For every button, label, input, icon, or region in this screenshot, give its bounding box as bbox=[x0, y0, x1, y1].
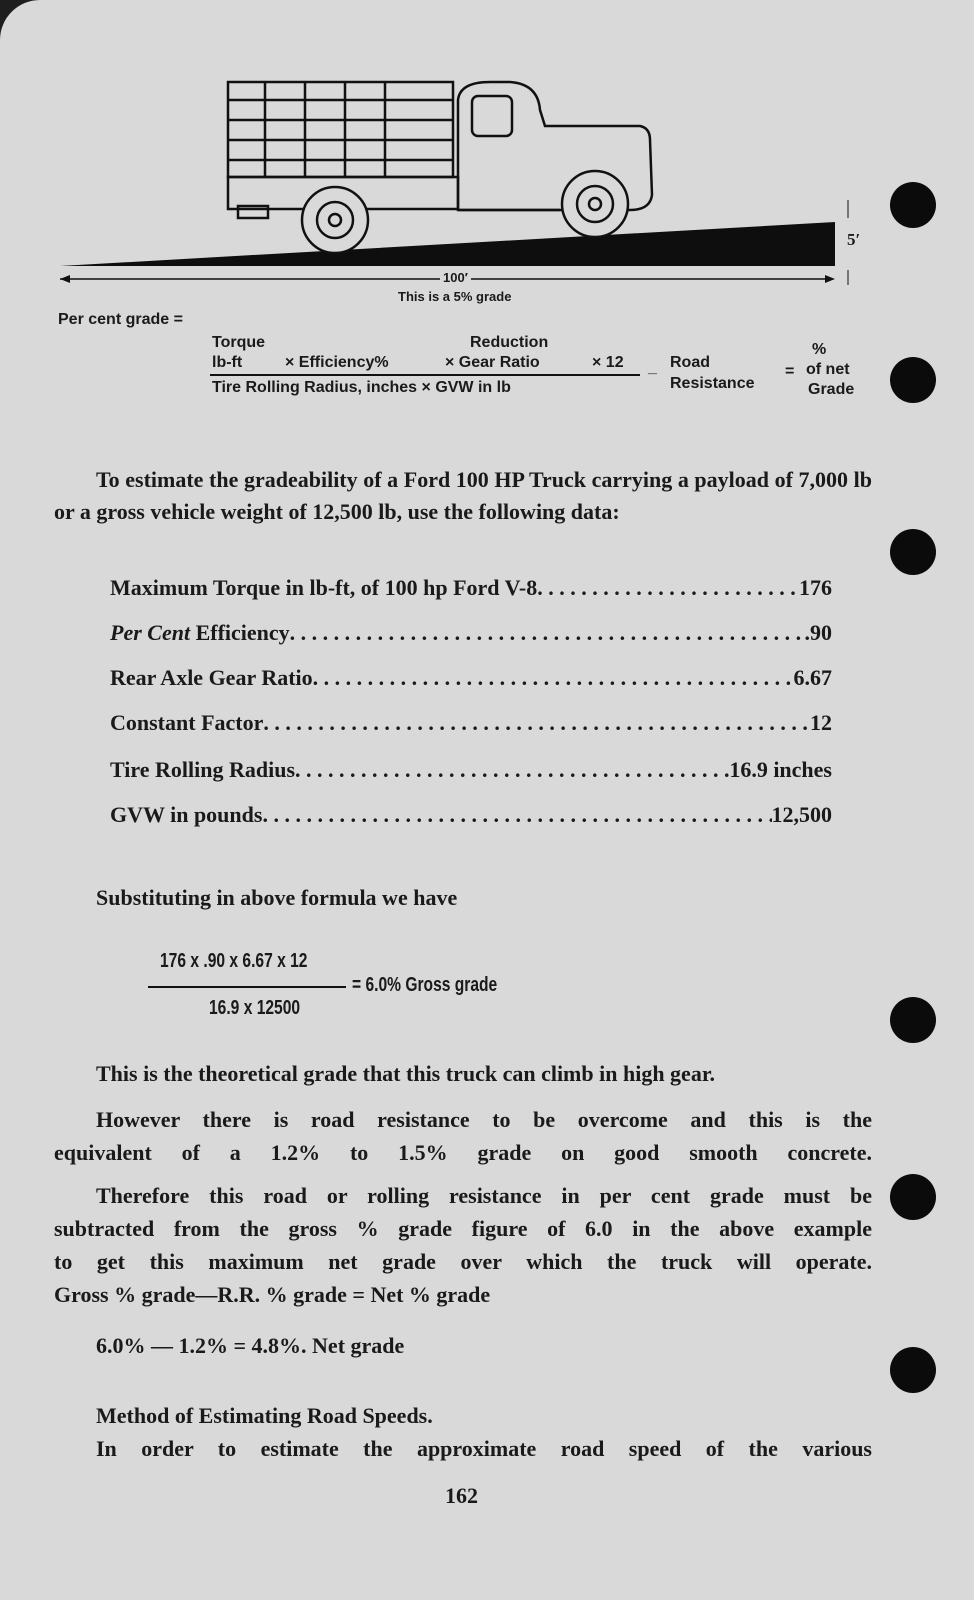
calc-numerator: 176 x .90 x 6.67 x 12 bbox=[160, 950, 308, 972]
binder-hole bbox=[890, 357, 936, 403]
road-resistance-line-2: equivalent of a 1.2% to 1.5% grade on good smooth concrete. bbox=[54, 1140, 872, 1165]
formula-reduction: Reduction bbox=[470, 334, 549, 351]
distance-label: 100′ bbox=[440, 270, 471, 285]
formula-lbft: lb-ft bbox=[212, 354, 243, 371]
intro-paragraph: To estimate the gradeability of a Ford 100 HP Truck carrying a payload of 7,000 lb or a gross vehicle weight of 12,500 lb, use the following data: bbox=[54, 467, 872, 524]
calc-fraction-bar bbox=[148, 986, 346, 988]
binder-hole bbox=[890, 182, 936, 228]
section-heading: Method of Estimating Road Speeds. bbox=[96, 1403, 433, 1428]
theoretical-paragraph: This is the theoretical grade that this truck can climb in high gear. bbox=[96, 1061, 716, 1086]
formula-of-net: of net bbox=[806, 361, 850, 378]
calc-result: = 6.0% Gross grade bbox=[352, 974, 498, 996]
formula-torque: Torque bbox=[212, 334, 266, 351]
therefore-line-1: Therefore this road or rolling resistance in per cent grade must be bbox=[96, 1183, 872, 1208]
road-speed-line: In order to estimate the approximate road speed of the various bbox=[96, 1436, 872, 1461]
formula-lhs: Per cent grade = bbox=[58, 311, 183, 328]
binder-hole bbox=[890, 1174, 936, 1220]
spec-row: Tire Rolling Radius . . . 16.9 inches bbox=[110, 755, 832, 785]
formula-equals: = bbox=[785, 363, 795, 380]
spec-row: GVW in pounds . . . 12,500 bbox=[110, 800, 832, 830]
rise-label: 5′ bbox=[847, 230, 861, 249]
spec-row: Constant Factor . . . 12 bbox=[110, 708, 832, 738]
formula-percent: % bbox=[812, 341, 827, 358]
page-number: 162 bbox=[445, 1483, 478, 1508]
grade-wedge bbox=[60, 222, 835, 266]
formula-road: Road bbox=[670, 354, 710, 371]
formula-efficiency: × Efficiency% bbox=[285, 354, 389, 371]
diagram-caption: This is a 5% grade bbox=[398, 289, 512, 304]
therefore-line-4: Gross % grade—R.R. % grade = Net % grade bbox=[54, 1282, 491, 1307]
formula-gear-ratio: × Gear Ratio bbox=[445, 354, 540, 371]
binder-hole bbox=[890, 529, 936, 575]
spec-row: Maximum Torque in lb-ft, of 100 hp Ford V-8 . . . 176 bbox=[110, 573, 832, 603]
spec-row: Rear Axle Gear Ratio . . . 6.67 bbox=[110, 663, 832, 693]
truck-illustration bbox=[228, 82, 652, 253]
spec-row: Per Cent Efficiency . . . .90 bbox=[110, 618, 832, 648]
substituting-text: Substituting in above formula we have bbox=[96, 885, 458, 910]
formula-denominator: Tire Rolling Radius, inches × GVW in lb bbox=[212, 379, 511, 396]
therefore-line-3: to get this maximum net grade over which the truck will operate. bbox=[54, 1249, 872, 1274]
road-resistance-line-1: However there is road resistance to be overcome and this is the bbox=[96, 1107, 872, 1132]
net-grade-calculation: 6.0% — 1.2% = 4.8%. Net grade bbox=[96, 1333, 405, 1358]
formula-resistance: Resistance bbox=[670, 375, 755, 392]
formula-constant: × 12 bbox=[592, 354, 624, 371]
formula-grade: Grade bbox=[808, 381, 855, 398]
binder-hole bbox=[890, 997, 936, 1043]
therefore-line-2: subtracted from the gross % grade figure of 6.0 in the above example bbox=[54, 1216, 872, 1241]
binder-hole bbox=[890, 1347, 936, 1393]
fraction-bar bbox=[210, 374, 640, 376]
calc-denominator: 16.9 x 12500 bbox=[209, 997, 301, 1019]
formula-minus: _ bbox=[648, 359, 657, 376]
